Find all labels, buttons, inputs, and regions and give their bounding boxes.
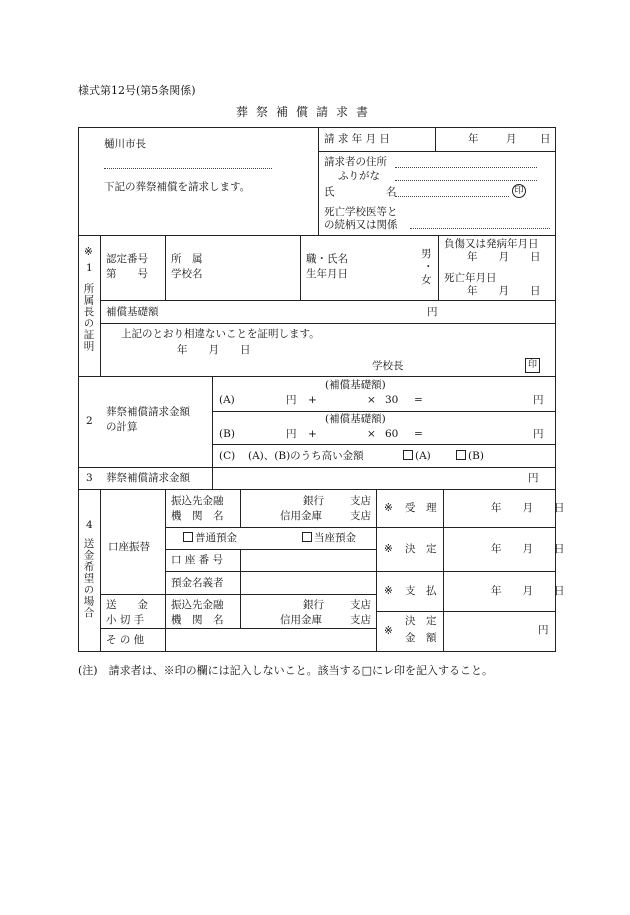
claim-date-year[interactable]: 年 [468,133,479,145]
row-c-option-a-label: (A) [415,450,431,462]
bank-suffix[interactable]: 銀行 [303,495,324,507]
row-b-result-yen[interactable]: 円 [533,428,544,440]
claimant-name-field[interactable] [395,196,509,197]
dotted-line-addressee [104,168,272,169]
row-a-times: × [367,394,376,406]
section1-office-mark: ※ [84,246,93,258]
received-mark: ※ [384,502,393,514]
cert-number-no: 第 号 [106,268,148,280]
rule-date-bottom [318,151,556,152]
remittance-label-2: 小 切 手 [106,614,145,626]
row-b-times: × [367,428,376,440]
sex-male[interactable]: 男 [421,248,432,260]
row-c-option-b[interactable] [456,450,484,463]
bank-name-label-4: 機 関 名 [171,614,224,626]
received-date[interactable]: 年 月 日 [491,502,565,514]
section4-number: 4 [86,519,93,531]
decided-date[interactable]: 年 月 日 [491,543,565,555]
base-amount-label: 補償基礎額 [106,306,159,318]
certify-text: 上記のとおり相違ないことを証明します。 [121,328,320,340]
section4-side-label: 送金希望の場合 [82,538,95,619]
checkbox-ordinary-icon[interactable] [183,532,193,542]
request-text: 下記の葬祭補償を請求します。 [104,181,251,193]
section1-side-label: 所属長の証明 [82,283,95,352]
decided-mark: ※ [384,543,393,555]
position-name-label: 職・氏名 [306,253,348,265]
rule-s4-col-b2 [240,549,241,628]
checkbox-current-icon[interactable] [302,532,312,542]
rule-s1-col-a [165,235,166,300]
injury-date-ymd[interactable]: 年 月 日 [467,251,541,263]
claimant-relation-field[interactable] [410,228,550,229]
bank-suffix-3[interactable]: 銀行 [303,599,324,611]
amount-mark: ※ [384,625,393,637]
row-c-tag: (C) [219,450,236,462]
rule-s1-label-col [100,235,101,376]
section2-number: 2 [86,415,93,427]
decided-amount-label-1: 決 定 [405,615,437,627]
current-deposit-option[interactable] [302,532,356,545]
row-a-result-yen[interactable]: 円 [533,394,544,406]
cert-number-label: 認定番号 [106,253,148,265]
rule-s4-row-d [100,594,376,595]
received-label: 受 理 [405,502,437,514]
rule-s4-row-c [165,571,376,572]
rule-s4-row-a [165,527,376,528]
rule-section1-end [78,376,556,377]
row-a-plus: + [308,394,317,406]
row-a-base-note: (補償基礎額) [325,379,386,391]
claim-date-day[interactable]: 日 [540,133,551,145]
row-a-yen[interactable]: 円 [286,394,297,406]
sex-separator: ・ [423,261,434,273]
school-name-label: 学校名 [171,268,203,280]
table-border-left [78,127,79,652]
branch-suffix-3[interactable]: 支店 [350,599,371,611]
paid-mark: ※ [384,585,393,597]
row-a-equals: = [414,394,423,406]
claimant-furigana-label: ふりがな [338,170,380,182]
row-c-option-a[interactable] [403,450,431,463]
ordinary-deposit-label: 普通預金 [195,532,237,544]
checkbox-b-icon[interactable] [456,450,466,460]
bank-name-label-1: 振込先金融 [171,495,224,507]
remittance-label-1: 送 金 [106,599,148,611]
section2-label-1: 葬祭補償請求金額 [106,406,190,418]
claimant-address-label: 請求者の住所 [324,156,387,168]
section3-label: 葬祭補償請求金額 [106,472,190,484]
branch-suffix-4[interactable]: 支店 [350,614,371,626]
rule-s2-row-b [212,444,556,445]
claim-date-label: 請 求 年 月 日 [324,133,390,145]
rule-office-row-b [376,571,556,572]
sex-female[interactable]: 女 [421,274,432,286]
form-number: 様式第12号(第5条関係) [78,84,196,97]
rule-s4-col-b1 [240,489,241,527]
rule-s1-row-a [100,300,556,301]
branch-suffix[interactable]: 支店 [350,495,371,507]
bank-name-label-3: 振込先金融 [171,599,224,611]
claimant-name-label-2: 名 [386,186,397,198]
row-b-tag: (B) [219,428,235,440]
row-c-option-b-label: (B) [468,450,484,462]
table-border-top [78,127,556,128]
certify-date[interactable]: 年 月 日 [177,344,251,356]
rule-s1-col-c [438,235,439,300]
decided-amount-yen[interactable]: 円 [538,624,549,636]
principal-label: 学校長 [372,360,404,372]
claimant-seal-mark: 印 [512,184,526,198]
rule-s2-row-a [212,411,556,412]
decided-label: 決 定 [405,543,437,555]
rule-s2-col [212,376,213,489]
branch-suffix-2[interactable]: 支店 [350,510,371,522]
rule-office-row-c [376,611,556,612]
claimant-relation-label-2: の続柄又は関係 [324,219,398,231]
section3-yen[interactable]: 円 [528,472,539,484]
rule-s1-col-b [300,235,301,300]
death-date-ymd[interactable]: 年 月 日 [467,285,541,297]
table-border-right [555,127,556,652]
paid-date[interactable]: 年 月 日 [491,585,565,597]
base-amount-yen[interactable]: 円 [427,306,438,318]
section1-number: 1 [86,262,93,274]
rule-office-row-a [376,527,556,528]
paid-label: 支 払 [405,585,437,597]
claim-date-month[interactable]: 月 [506,133,517,145]
other-label: そ の 他 [106,634,145,646]
decided-amount-label-2: 金 額 [405,632,437,644]
affiliation-label: 所 属 [171,253,203,265]
rule-s4-row-e [100,628,376,629]
ordinary-deposit-option[interactable] [183,532,237,545]
rule-header-end [78,235,556,236]
footnote: (注) 請求者は、※印の欄には記入しないこと。該当する□にレ印を記入すること。 [78,664,493,677]
row-a-tag: (A) [219,394,235,406]
row-c-text: (A)、(B)のうち高い金額 [248,450,364,462]
account-holder-label: 預金名義者 [171,577,224,589]
rule-date-split [435,127,436,151]
form-title: 葬祭補償請求書 [236,105,377,119]
credit-union-suffix-2[interactable]: 信用金庫 [280,614,322,626]
row-b-yen[interactable]: 円 [286,428,297,440]
table-border-bottom [78,651,556,652]
birth-date-label: 生年月日 [306,268,348,280]
injury-date-label: 負傷又は発病年月日 [444,238,539,250]
death-date-label: 死亡年月日 [444,272,497,284]
row-a-factor: 30 [385,394,399,406]
mayor-addressee: 樋川市長 [104,138,146,150]
rule-s1-row-b [100,323,556,324]
rule-header-split [318,127,319,235]
claimant-address-field[interactable] [395,167,537,168]
row-b-plus: + [308,428,317,440]
principal-seal-mark: 印 [525,358,540,373]
claimant-relation-label-1: 死亡学校医等と [324,206,398,218]
account-transfer-label: 口座振替 [108,541,150,553]
checkbox-a-icon[interactable] [403,450,413,460]
section2-label-2: の計算 [106,421,138,433]
section3-number: 3 [86,472,93,484]
row-b-equals: = [414,428,423,440]
rule-section2-end [78,467,556,468]
claimant-name-label-1: 氏 [324,186,335,198]
row-b-factor: 60 [385,428,399,440]
rule-section3-end [78,489,556,490]
credit-union-suffix[interactable]: 信用金庫 [280,510,322,522]
account-number-label: 口 座 番 号 [171,554,224,566]
row-b-base-note: (補償基礎額) [325,413,386,425]
claimant-furigana-field[interactable] [395,180,537,181]
rule-s4-row-b [165,549,376,550]
bank-name-label-2: 機 関 名 [171,510,224,522]
current-deposit-label: 当座預金 [314,532,356,544]
